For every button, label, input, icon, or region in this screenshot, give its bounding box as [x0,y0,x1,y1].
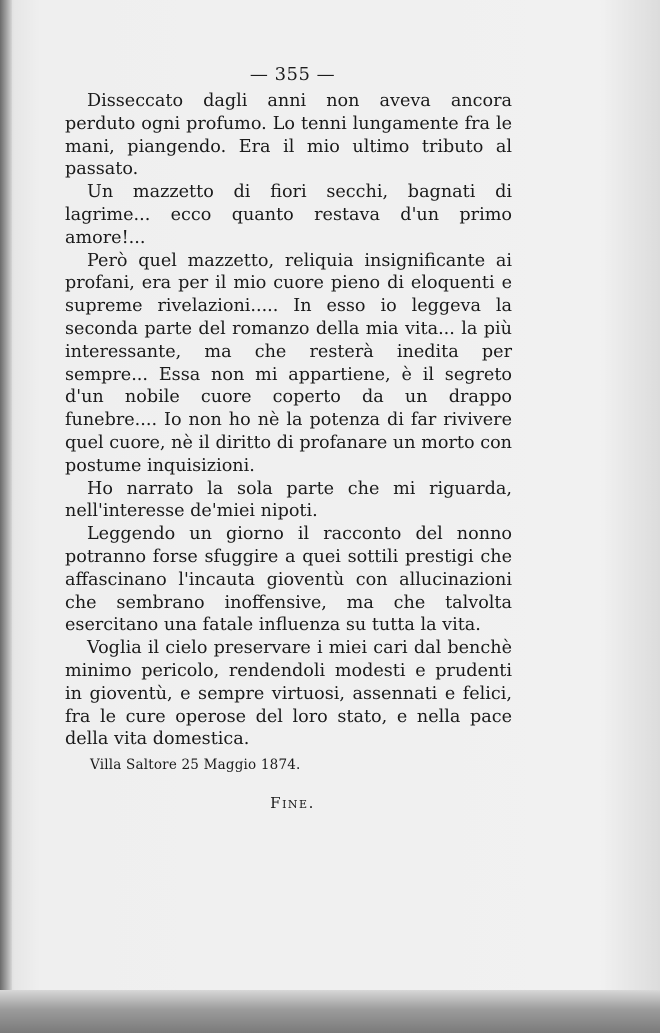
place-date-signature: Villa Saltore 25 Maggio 1874. [90,757,301,773]
paragraph: Leggendo un giorno il racconto del nonno potranno forse sfuggire a quei sottili prestigi che affascinano l'incauta gioventù con allucinazioni che sembrano inoffensive, ma che talvolta esercitano una fatale influenza su tutta la vita. [65,524,512,636]
book-spine-shadow [0,0,12,1033]
page-number: — 355 — [249,64,336,85]
paragraph: Ho narrato la sola parte che mi riguarda, nell'interesse de'miei nipoti. [65,478,512,522]
paragraph: Disseccato dagli anni non aveva ancora perduto ogni profumo. Lo tenni lungamente fra le mani, piangendo. Era il mio ultimo tributo al passato. [65,91,512,180]
paragraph: Voglia il cielo preservare i miei cari dal benchè minimo pericolo, rendendoli modesti e prudenti in gioventù, e sempre virtuosi, assennati e felici, fra le cure operose del loro stato, e nella pace della vita domestica. [65,638,512,750]
page-bottom-edge [0,990,660,1033]
paragraph: Un mazzetto di fiori secchi, bagnati di lagrime... ecco quanto restava d'un primo amore!... [65,182,512,248]
end-mark: Fine. [270,794,315,812]
paragraph: Però quel mazzetto, reliquia insignificante ai profani, era per il mio cuore pieno di eloquenti e supreme rivelazioni..... In esso io leggeva la seconda parte del romanzo della mia vita... la più interessante, ma che resterà inedita per sempre... Essa non mi appartiene, è il segreto d'un nobile cuore coperto da un drappo funebre.... Io non ho nè la potenza di far rivivere quel cuore, nè il diritto di profanare un morto con postume inquisizioni. [65,250,512,476]
body-text [65,90,512,751]
